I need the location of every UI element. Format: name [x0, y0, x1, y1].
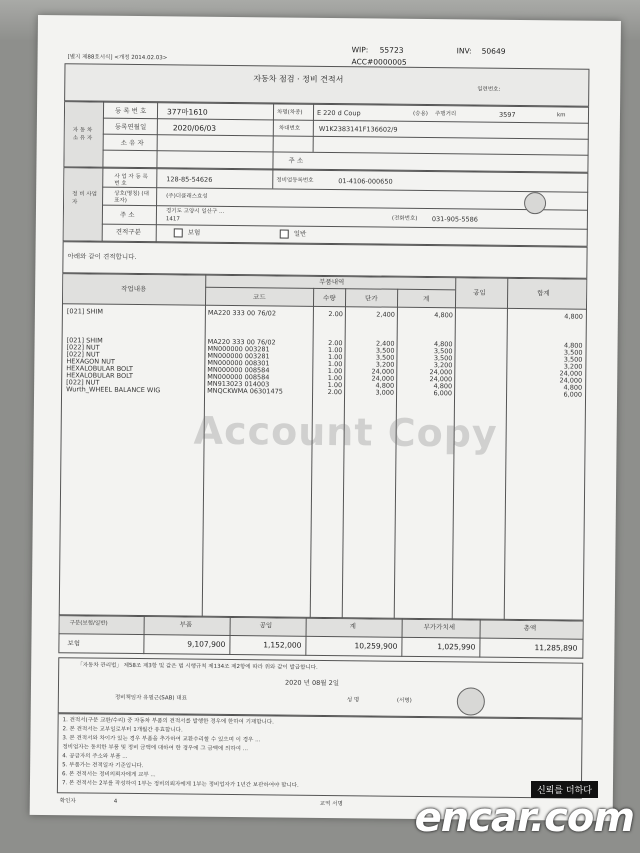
row-code-cell: MN000000 008584 [207, 365, 270, 375]
row-total-cell: 4,800 [433, 340, 453, 349]
year-label: (승용) [412, 110, 428, 118]
row-sum-cell: 3,500 [563, 348, 583, 357]
row-unit-cell: 3,200 [375, 360, 395, 369]
col-labor-header: 공임 [473, 288, 486, 297]
row-sum-cell: 4,800 [563, 341, 583, 350]
row-unit-cell: 4,800 [375, 381, 395, 390]
totals-kind-header: 구분(보험/일반) [69, 620, 108, 627]
model-value: E 220 d Coup [316, 108, 361, 118]
estimate-type-label: 견적구분 [115, 227, 141, 237]
row-code-cell: MA220 333 00 76/02 [207, 308, 277, 318]
row-qty-cell: 1.00 [327, 360, 343, 369]
totals-parts-header: 부품 [179, 620, 193, 629]
reg-date-value: 2020/06/03 [172, 123, 217, 133]
phone-label: (전화번호) [391, 215, 418, 222]
row-total-cell: 3,500 [433, 354, 453, 363]
row-work-cell: HEXALOBULAR BOLT [66, 364, 133, 373]
shop-address-value: 경기도 고양시 일산구 ... [165, 208, 225, 215]
footer-right-label: 교역 서명 [319, 800, 343, 808]
shop-address-label: 주 소 [119, 210, 135, 219]
totals-labor-value: 1,152,000 [263, 640, 302, 650]
note-line: 2. 본 견적서는 교부일로부터 1개월간 유효합니다. [62, 726, 183, 734]
license-label: 정비업등록번호 [276, 177, 314, 184]
general-checkbox[interactable] [280, 229, 289, 238]
totals-total-value: 11,285,890 [534, 643, 578, 653]
issue-date: 2020 년 08월 2일 [284, 678, 340, 688]
totals-vat-header: 부가가치세 [423, 623, 456, 632]
row-sum-cell: 3,500 [563, 355, 583, 364]
issuer-label: 정비책임자 유필근(SAB) 대표 [114, 694, 187, 702]
row-qty-cell: 1.00 [327, 346, 343, 355]
row-qty-cell: 1.00 [327, 374, 343, 383]
row-code-cell: MN000000 003281 [207, 344, 270, 354]
row-unit-cell: 2,400 [376, 310, 395, 319]
encar-logo [398, 781, 634, 843]
owner-section-label: 자 동 차 소 유 자 [72, 127, 93, 142]
model-label: 차명(차종) [276, 109, 303, 116]
license-value: 01-4106-000650 [338, 177, 393, 186]
owner-name-label: 소 유 자 [120, 138, 144, 148]
mileage-label: 주행거리 [434, 111, 457, 118]
wip-label: WIP: [351, 45, 369, 55]
note-line: 4. 공급자의 주소와 부품 ... [62, 753, 128, 760]
col-total-header: 계 [423, 294, 430, 304]
row-unit-cell: 3,500 [375, 353, 395, 362]
note-line: 7. 본 견적서는 2부를 작성하여 1부는 정비의뢰자에게 1부는 정비업자가 1년간 보관하여야 합니다. [61, 780, 299, 789]
mileage-value: 3597 [498, 110, 516, 119]
col-qty-header: 수량 [323, 293, 336, 303]
inv-value: 50649 [481, 46, 506, 56]
company-value: (주)더클래스효성 [166, 193, 208, 200]
note-line: 5. 부품가는 견적일자 기준입니다. [62, 762, 144, 770]
row-sum-cell: 4,800 [563, 383, 583, 392]
law-text: 「자동차 관리법」 제58조 제3항 및 같은 법 시행규칙 제134조 제2항에 따라 위와 같이 발급합니다. [77, 662, 318, 671]
biz-no-label: 사 업 자 등 록 번 호 [114, 173, 148, 187]
row-sum-cell: 24,000 [559, 369, 583, 378]
vin-value: W1K2383141F136602/9 [318, 124, 398, 134]
row-total-cell: 3,500 [433, 347, 453, 356]
row-code-cell: MA220 333 00 76/02 [207, 337, 276, 347]
row-sum-cell: 4,800 [564, 312, 583, 321]
note-line: 3. 본 견적서와 차이가 있는 경우 부품을 추가하여 교환수리할 수 있으며 이 경우 ... [62, 735, 261, 744]
insurance-option-label: 보험 [187, 228, 201, 237]
phone-value: 031-905-5586 [431, 215, 478, 224]
inv-label: INV: [456, 46, 472, 56]
row-qty-cell: 1.00 [327, 353, 343, 362]
row-code-cell: MN000000 008301 [207, 358, 270, 368]
row-work-cell: Wurth_WHEEL BALANCE WIG [66, 385, 161, 395]
row-code-cell: MNQCKWMA 06301475 [207, 386, 283, 396]
brand-logo-text: encar.com [414, 795, 634, 841]
page-number: 4 [113, 798, 118, 805]
row-work-cell: [022] NUT [66, 343, 100, 352]
row-sum-cell: 24,000 [559, 376, 583, 385]
totals-total-header: 총액 [523, 624, 537, 633]
totals-sum-value: 10,259,900 [354, 641, 398, 651]
estimate-document [30, 15, 621, 821]
reg-no-label: 등 록 번 호 [114, 106, 147, 116]
row-work-cell: [021] SHIM [66, 307, 104, 316]
col-parts-header: 부품내역 [319, 277, 345, 287]
row-qty-cell: 2.00 [328, 339, 343, 348]
signer-name-label: 성 명 [346, 697, 360, 704]
row-total-cell: 4,800 [434, 311, 453, 320]
row-total-cell: 3,200 [433, 361, 453, 370]
company-label: 상호(명칭) (대표자) [114, 190, 149, 205]
issue-number-label: 일련번호: [477, 86, 501, 93]
row-total-cell: 6,000 [433, 389, 453, 398]
reg-no-value: 377마1610 [166, 107, 208, 117]
row-work-cell: [021] SHIM [66, 336, 103, 345]
document-title: 자동차 점검 · 정비 견적서 [253, 74, 344, 85]
note-line: 6. 본 견적서는 정비의뢰자에게 교부 ... [62, 771, 156, 779]
totals-kind-value: 보험 [67, 639, 81, 648]
wip-value: 55723 [379, 45, 404, 55]
totals-parts-value: 9,107,900 [187, 639, 226, 649]
row-qty-cell: 2.00 [328, 310, 343, 319]
row-sum-cell: 6,000 [563, 390, 583, 399]
row-work-cell: [022] NUT [66, 350, 100, 359]
footer-left-label: 확인자 [59, 798, 76, 805]
note-line: 1. 견적서(구분 교환/수리) 중 자동차 부품의 견적서를 발행한 경우에 한하여 기재합니다. [62, 717, 274, 726]
col-unit-header: 단가 [365, 294, 378, 303]
owner-address-label: 주 소 [288, 156, 304, 165]
insurance-checkbox[interactable] [174, 228, 183, 237]
official-seal-icon [457, 687, 485, 715]
row-total-cell: 4,800 [433, 382, 453, 391]
totals-vat-value: 1,025,990 [437, 642, 476, 652]
row-total-cell: 24,000 [429, 375, 453, 384]
totals-labor-header: 공임 [259, 621, 273, 630]
row-code-cell: MN000000 008584 [207, 372, 270, 382]
brand-tagline: 신뢰를 더하다 [531, 781, 598, 798]
row-total-cell: 24,000 [429, 368, 453, 377]
general-option-label: 일반 [293, 229, 307, 238]
acc-number: ACC#0000005 [351, 57, 407, 67]
row-unit-cell: 2,400 [375, 339, 395, 348]
col-work-header: 작업내용 [121, 284, 147, 294]
vin-label: 차대번호 [278, 125, 301, 132]
biz-no-value: 128-85-54626 [166, 175, 213, 184]
row-qty-cell: 2.00 [327, 388, 343, 397]
account-copy-watermark: Account Copy [193, 408, 498, 456]
row-unit-cell: 3,500 [375, 346, 395, 355]
row-qty-cell: 1.00 [327, 381, 343, 390]
row-work-cell: HEXALOBULAR BOLT [66, 371, 133, 380]
col-sum-header: 합계 [537, 289, 550, 298]
row-work-cell: HEXAGON NUT [66, 357, 115, 366]
col-code-header: 코드 [253, 293, 266, 302]
row-code-cell: MN913023 014003 [207, 379, 270, 389]
totals-sum-header: 계 [349, 622, 356, 631]
shop-section-label: 정 비 사업자 [72, 191, 97, 206]
row-unit-cell: 24,000 [371, 374, 395, 383]
row-qty-cell: 1.00 [327, 367, 343, 376]
form-number: [별지 제88호서식] <개정 2014.02.03> [67, 54, 168, 62]
note-line: 정비업자는 동의한 부품 및 정비 금액에 대하여 한 경우에 그 금액에 의하여 ... [62, 744, 248, 753]
row-code-cell: MN000000 003281 [207, 351, 270, 361]
reg-date-label: 등록연월일 [114, 122, 147, 132]
company-seal-icon [524, 192, 546, 214]
row-work-cell: [022] NUT [66, 378, 100, 387]
row-unit-cell: 24,000 [371, 367, 395, 376]
row-unit-cell: 3,000 [375, 388, 395, 397]
signature-label: (서명) [396, 697, 412, 704]
intro-text: 아래와 같이 견적합니다. [67, 252, 137, 261]
shop-address-value-2: 1417 [165, 216, 180, 223]
mileage-unit: km [556, 112, 566, 119]
row-sum-cell: 3,200 [563, 362, 583, 371]
